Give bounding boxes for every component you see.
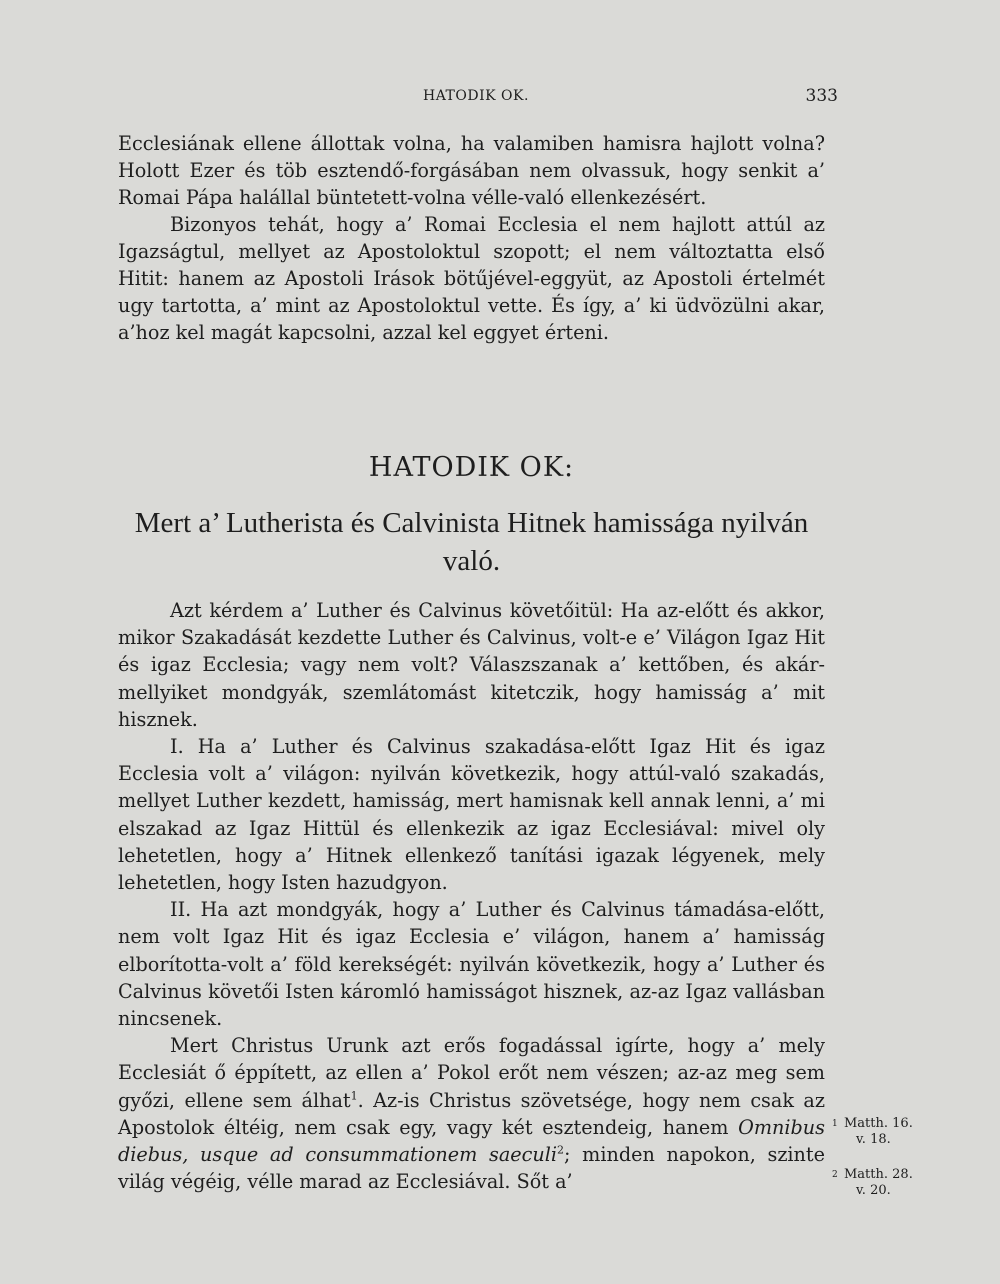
running-head-title: HATODIK OK. [423,88,529,104]
margin-note [832,1167,932,1199]
text-run: ; minden napokon, szinte világ végéig, vélle marad az Ecclesiával. Sőt a’ [118,1143,825,1194]
margin-note-mark: 1 [832,1119,838,1129]
footnote-ref: 1 [350,1089,358,1103]
paragraph [118,1032,825,1195]
paragraph: Ecclesiának ellene állottak volna, ha valamiben hamisra hajlott volna? Holott Ezer és töb esztendő-forgásában nem olvassuk, hogy senkit a’ Romai Pápa halállal büntetett-volna vélle-való ellenkezésért. [118,132,825,209]
margin-note-verse: v. 20. [856,1183,891,1198]
margin-note-ref: Matth. 28. [844,1167,913,1182]
paragraph: I. Ha a’ Luther és Calvinus szakadása-előtt Igaz Hit és igaz Ecclesia volt a’ világon: nyilván következik, hogy attúl-való szakadás, mellyet Luther kezdett, hamisság, mert hamisnak kell annak lenni, a’ mi elszakad az Igaz Hittül és ellenkezik az igaz Ecclesiával: mivel oly lehetetlen, hogy a’ Hitnek ellenkező tanítási igazak légyenek, mely lehetetlen, hogy Isten hazudgyon. [118,735,825,895]
margin-note-verse: v. 18. [856,1132,891,1147]
paragraph: II. Ha azt mondgyák, hogy a’ Luther és Calvinus támadása-előtt, nem volt Igaz Hit és igaz Ecclesia e’ világon, hanem a’ hamisság elborította-volt a’ föld kerekségét: nyilván következik, hogy a’ Luther és Calvinus követői Isten káromló hamisságot hisznek, az-az Igaz vallásban nincsenek. [118,898,825,1031]
chapter-heading: HATODIK OK: [368,452,575,483]
latin-quote: Omnibus diebus, usque ad consummationem saeculi [118,1115,825,1167]
margin-note-ref: Matth. 16. [844,1116,913,1131]
body-text-top [118,130,825,346]
footnote-ref: 2 [557,1143,565,1157]
text-run: Mert Christus Urunk azt erős fogadással igírte, hogy a’ mely Ecclesiát ő éppített, az ellen a’ Pokol erőt nem vészen; az-az meg sem győzi, ellene sem álhat [118,1034,825,1112]
margin-note [832,1116,932,1148]
margin-notes [832,1116,932,1218]
text-run: . Az-is Christus szövetsége, hogy nem csak az Apostolok éltéig, nem csak egy, vagy két esztendeig, hanem [118,1088,825,1139]
margin-note-mark: 2 [832,1170,838,1180]
paragraph: Bizonyos tehát, hogy a’ Romai Ecclesia el nem hajlott attúl az Igazságtul, mellyet az Apostoloktul szopott; el nem változtatta első Hitit: hanem az Apostoli Irások bötűjével-eggyüt, az Apostoli értelmét ugy tartotta, a’ mint az Apostoloktul vette. És így, a’ ki üdvözülni akar, a’hoz kel magát kapcsolni, azzal kel eggyet érteni. [118,213,825,344]
body-text-bottom [118,597,825,1195]
paragraph: Azt kérdem a’ Luther és Calvinus követőitül: Ha az-előtt és akkor, mikor Szakadását kezdette Luther és Calvinus, volt-e e’ Világon Igaz Hit és igaz Ecclesia; vagy nem volt? Válaszszanak a’ kettőben, és akár-mellyiket mondgyák, szemlátomást kitetczik, hogy hamisság a’ mit hisznek. [118,599,825,731]
page-number: 333 [805,86,838,106]
running-head [118,86,838,110]
chapter-subheading: Mert a’ Lutherista és Calvinista Hitnek hamissága nyilván való. [134,507,809,577]
